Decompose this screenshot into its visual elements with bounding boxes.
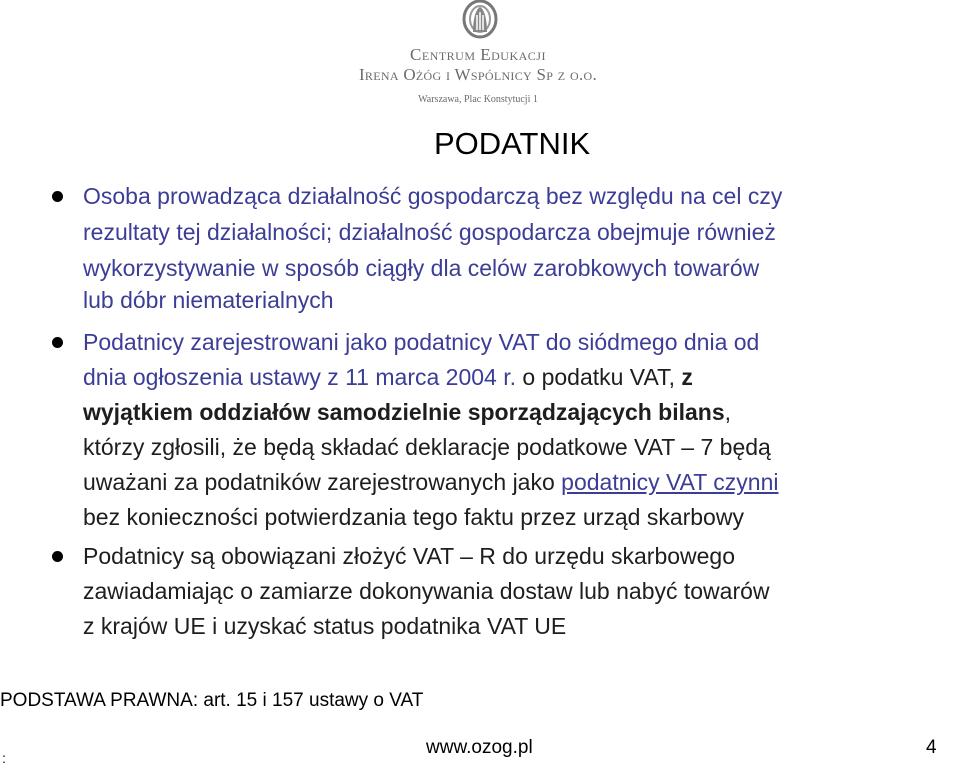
bullet-line: bez konieczności potwierdzania tego faktu przez urząd skarbowy — [83, 504, 744, 530]
active-vat-payers-text: podatnicy VAT czynni — [561, 469, 779, 495]
comma-text: , — [724, 399, 732, 425]
bullet-line: rezultaty tej działalności; działalność gospodarcza obejmuje również — [83, 219, 776, 245]
footer-colon: : — [2, 750, 6, 766]
legal-basis: PODSTAWA PRAWNA: art. 15 i 157 ustawy o VAT — [0, 690, 424, 711]
bullet-line: Podatnicy zarejestrowani jako podatnicy VAT do siódmego dnia od — [83, 329, 760, 355]
logo-emblem-icon — [454, 0, 506, 40]
logo-address: Warszawa, Plac Konstytucji 1 — [418, 94, 538, 105]
bullet-dot-icon — [52, 191, 63, 202]
page-number: 4 — [926, 737, 937, 758]
act-date-text: dnia ogłoszenia ustawy z 11 marca 2004 r. — [83, 364, 516, 390]
bullet-dot-icon — [52, 551, 63, 562]
footer-website-link[interactable]: www.ozog.pl — [426, 737, 533, 758]
exception-start-text: z — [681, 364, 693, 390]
slide-title: PODATNIK — [434, 126, 591, 161]
bullet-line — [83, 363, 693, 391]
bullet-dot-icon — [52, 337, 63, 348]
bullet-line: z krajów UE i uzyskać status podatnika VAT UE — [83, 613, 567, 639]
exception-text: wyjątkiem oddziałów samodzielnie sporządzających bilans — [83, 399, 725, 425]
bullet-line: zawiadamiając o zamiarze dokonywania dostaw lub nabyć towarów — [83, 578, 770, 604]
company-logo — [318, 0, 638, 110]
bullet-line: Podatnicy są obowiązani złożyć VAT – R do urzędu skarbowego — [83, 543, 736, 569]
considered-text: uważani za podatników zarejestrowanych jako — [83, 469, 562, 495]
logo-company-owner: Irena Ożóg i Wspólnicy Sp z o.o. — [358, 65, 598, 84]
bullet-line: lub dóbr niematerialnych — [83, 287, 334, 313]
bullet-line: Osoba prowadząca działalność gospodarczą bez względu na cel czy — [83, 183, 783, 209]
bullet-line: wykorzystywanie w sposób ciągły dla celów zarobkowych towarów — [83, 255, 760, 281]
bullet-line — [83, 468, 779, 496]
logo-company-name: Centrum Edukacji — [410, 45, 546, 64]
bullet-line — [83, 398, 731, 426]
act-name-text: o podatku VAT, — [516, 364, 682, 390]
bullet-line: którzy zgłosili, że będą składać deklaracje podatkowe VAT – 7 będą — [83, 434, 771, 460]
